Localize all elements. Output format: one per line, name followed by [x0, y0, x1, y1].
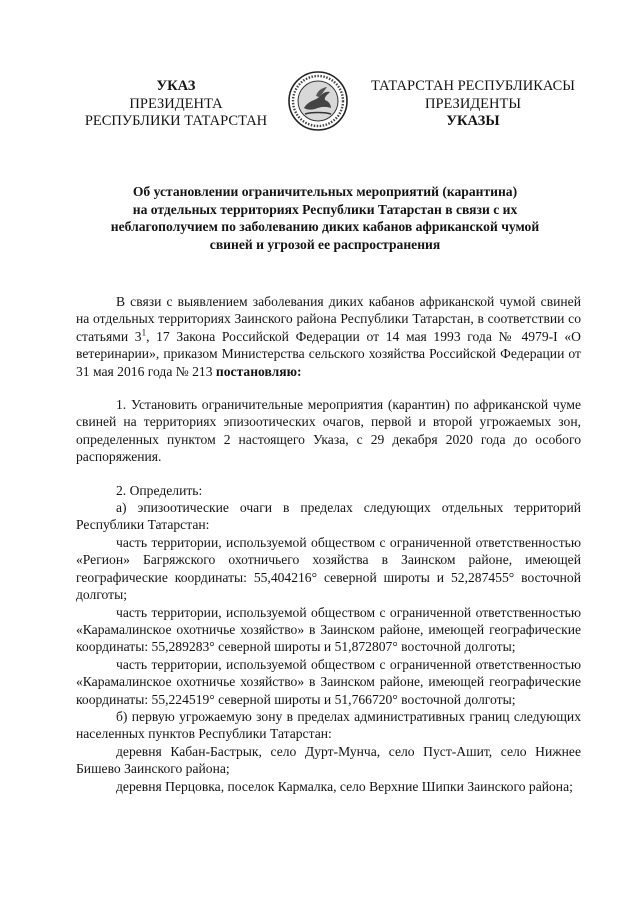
header-left-line1: УКАЗ: [156, 78, 196, 94]
title-line: на отдельных территориях Республики Татарстан в связи с их: [132, 201, 518, 217]
header-right-line1: ТАТАРСТАН РЕСПУБЛИКАСЫ: [371, 78, 575, 94]
header-right: [356, 78, 590, 131]
list-item: часть территории, используемой обществом с ограниченной ответственностью «Карамалинское охотничье хозяйство» в Заинском районе, имеющей географические координаты: 55,224519° северной широты и 51,766720° восточной долготы;: [76, 656, 581, 707]
header-left: [72, 78, 280, 131]
title-line: Об установлении ограничительных мероприятий (карантина): [132, 184, 518, 199]
list-item: часть территории, используемой обществом с ограниченной ответственностью «Регион» Багряжского охотничьего хозяйства в Заинском районе, имеющей географические координаты: 55,404216° северной широты и 52,287455° восточной долготы;: [76, 534, 581, 603]
preamble-resolution: постановляю:: [215, 363, 302, 379]
header-right-line2: ПРЕЗИДЕНТЫ: [424, 95, 522, 112]
header-left-line2: ПРЕЗИДЕНТА: [129, 95, 223, 112]
paragraph-2a: а) эпизоотические очаги в пределах следующих отдельных территорий Республики Татарстан:: [76, 500, 581, 533]
paragraph-2: 2. Определить:: [116, 482, 203, 498]
paragraph-1: 1. Установить ограничительные мероприятия (карантин) по африканской чуме свиней на территориях эпизоотических очагов, первой и второй угрожаемых зон, определенных пунктом 2 настоящего Указа, с 29 декабря 2020 года до особого распоряжения.: [76, 397, 581, 465]
preamble-paragraph: [76, 293, 581, 380]
document-body: [76, 293, 581, 795]
tatarstan-coat-of-arms-icon: [287, 70, 349, 132]
list-item: деревня Перцовка, поселок Кармалка, село Верхние Шипки Заинского района;: [116, 778, 573, 794]
header-left-line3: РЕСПУБЛИКИ ТАТАРСТАН: [84, 113, 268, 129]
preamble-superscript: 1: [141, 327, 147, 338]
paragraph-2b: б) первую угрожаемую зону в пределах административных границ следующих населенных пунктов Республики Татарстан:: [76, 708, 581, 742]
title-line: свиней и угрозой ее распространения: [209, 236, 441, 252]
title-line: неблагополучием по заболеванию диких кабанов африканской чумой: [110, 219, 540, 234]
preamble-text-b: , 17 Закона Российской Федерации от 14 мая 1993 года № 4979-I «О ветеринарии», приказом Министерства сельского хозяйства Российской Федерации от 31 мая 2016 года № 213: [76, 328, 581, 379]
document-title: [80, 183, 570, 253]
header-right-line3: УКАЗЫ: [446, 113, 500, 129]
preamble-text-a: В связи с выявлением заболевания диких кабанов африканской чумой свиней на отдельных территориях Заинского района Республики Татарстан, в соответствии со статьями 3: [76, 294, 581, 344]
list-item: деревня Кабан-Бастрык, село Дурт-Мунча, село Пуст-Ашит, село Нижнее Бишево Заинского района;: [76, 743, 581, 777]
list-item: часть территории, используемой обществом с ограниченной ответственностью «Карамалинское охотничье хозяйство» в Заинском районе, имеющей географические координаты: 55,289283° северной широты и 51,872807° восточной долготы;: [76, 604, 581, 655]
